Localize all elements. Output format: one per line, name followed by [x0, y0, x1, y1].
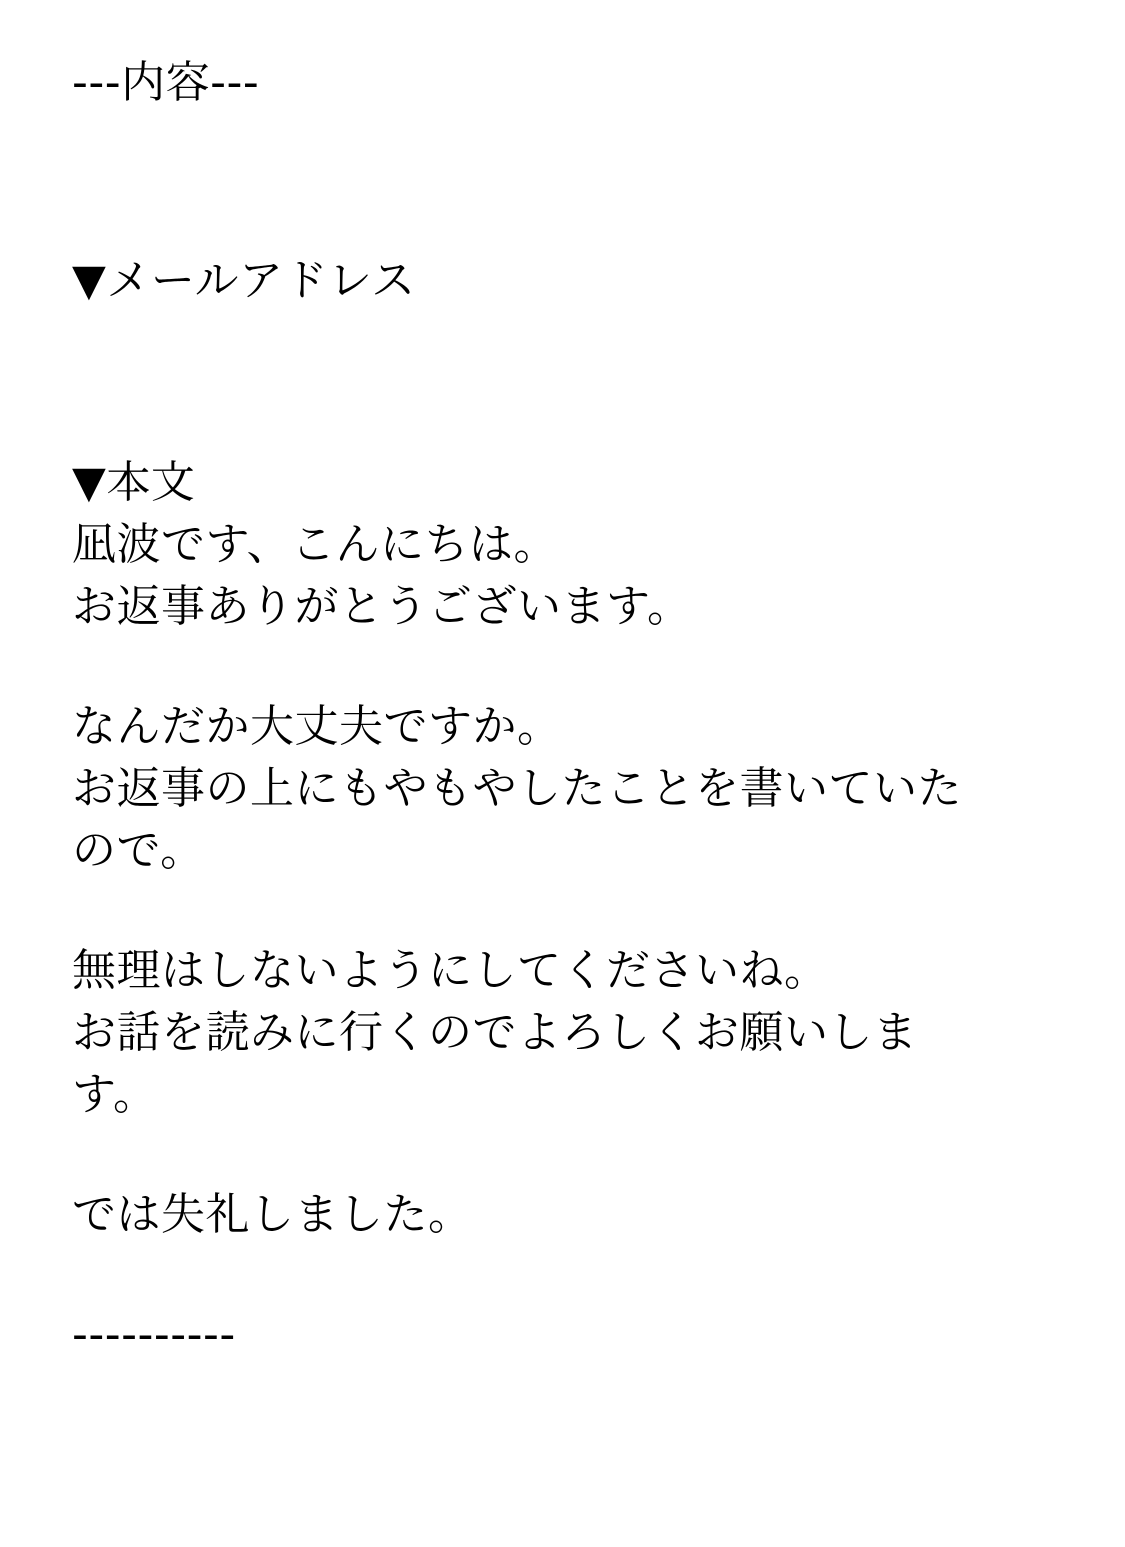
spacer	[72, 312, 1053, 452]
section-header: ---内容---	[72, 57, 260, 108]
footer-divider: ----------	[72, 1309, 236, 1360]
spacer	[72, 1126, 1053, 1184]
body-line: 凪波です、こんにちは。	[72, 519, 558, 570]
body-line: お返事の上にもやもやしたことを書いていた	[72, 763, 962, 814]
spacer	[72, 114, 1053, 250]
body-line: では失礼しました。	[72, 1189, 473, 1240]
body-line: お返事ありがとうございます。	[72, 581, 692, 632]
body-field-label: ▼本文	[72, 457, 196, 508]
email-field-label: ▼メールアドレス	[72, 255, 416, 306]
body-line: ので。	[72, 825, 205, 876]
body-line: 無理はしないようにしてくださいね。	[72, 945, 829, 996]
body-line: なんだか大丈夫ですか。	[72, 701, 562, 752]
body-line: す。	[72, 1069, 158, 1120]
body-line: お話を読みに行くのでよろしくお願いしま	[72, 1007, 918, 1058]
spacer	[72, 638, 1053, 696]
spacer	[72, 1246, 1053, 1304]
spacer	[72, 882, 1053, 940]
